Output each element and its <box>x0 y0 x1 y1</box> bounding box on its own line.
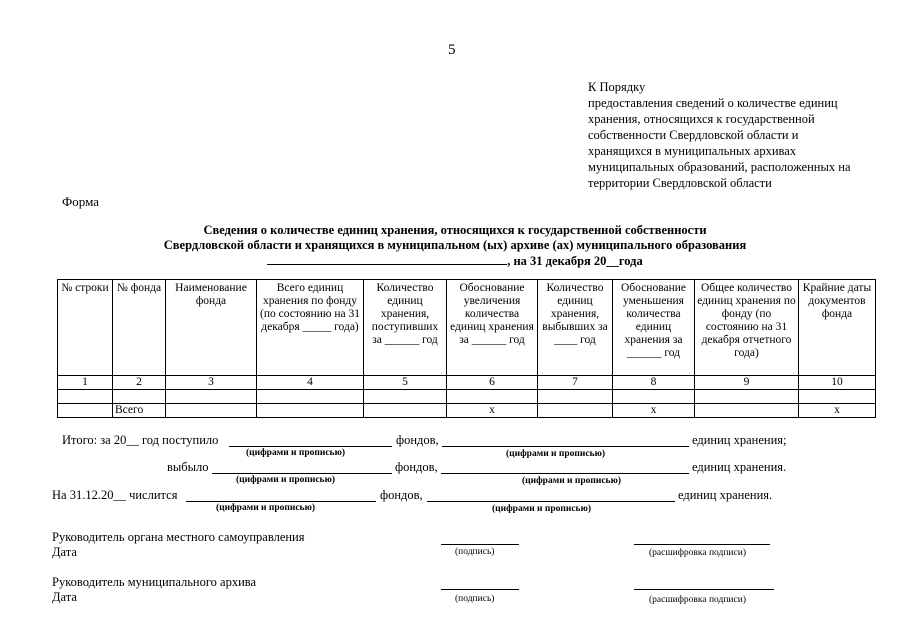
removed-units-blank[interactable] <box>441 473 689 474</box>
decoding-line[interactable] <box>634 544 770 545</box>
table-cell[interactable] <box>58 390 113 404</box>
column-number: 9 <box>695 376 799 390</box>
total-units-blank[interactable] <box>427 501 675 502</box>
appendix-line: хранения, относящихся к государственной <box>588 112 815 126</box>
column-number: 3 <box>166 376 257 390</box>
date-label: Дата <box>52 545 77 559</box>
document-title <box>60 223 850 269</box>
table-cell[interactable] <box>447 390 538 404</box>
header-cell: Крайние даты документов фонда <box>799 280 876 376</box>
decoding-caption: (расшифровка подписи) <box>649 595 746 605</box>
header-cell: № фонда <box>113 280 166 376</box>
column-number-row <box>58 376 876 390</box>
caption: (цифрами и прописью) <box>492 504 592 514</box>
column-number: 4 <box>257 376 364 390</box>
caption: (цифрами и прописью) <box>216 503 316 513</box>
caption: (цифрами и прописью) <box>506 449 606 459</box>
column-number: 2 <box>113 376 166 390</box>
column-number: 5 <box>364 376 447 390</box>
table-cell[interactable] <box>799 390 876 404</box>
caption: (цифрами и прописью) <box>246 448 346 458</box>
table-cell[interactable] <box>364 390 447 404</box>
storage-units-table <box>57 279 876 418</box>
header-cell: Количество единиц хранения, выбывших за ____ год <box>538 280 613 376</box>
signature-caption: (подпись) <box>455 547 495 557</box>
na-date-label: На 31.12.20__ числится <box>52 488 178 502</box>
units-label: единиц хранения. <box>692 460 787 474</box>
vybylo-label: выбыло <box>167 460 209 474</box>
table-cell[interactable] <box>695 390 799 404</box>
header-cell: Всего единиц хранения по фонду (по состоянию на 31 декабря _____ года) <box>257 280 364 376</box>
column-number: 8 <box>613 376 695 390</box>
total-row <box>58 404 876 418</box>
funds-label: фондов, <box>395 460 438 474</box>
form-label: Форма <box>62 194 99 209</box>
page-number: 5 <box>448 42 456 58</box>
header-cell: № строки <box>58 280 113 376</box>
table-cell[interactable] <box>257 404 364 418</box>
column-number: 10 <box>799 376 876 390</box>
removed-funds-blank[interactable] <box>212 473 392 474</box>
signature-caption: (подпись) <box>455 594 495 604</box>
title-line-1: Сведения о количестве единиц хранения, относящихся к государственной собственности <box>203 223 707 237</box>
header-cell: Общее количество единиц хранения по фонду (по состоянию на 31 декабря отчетного года) <box>695 280 799 376</box>
title-line-2: Свердловской области и хранящихся в муниципальном (ых) архиве (ах) муниципального образования <box>163 238 747 252</box>
column-number: 1 <box>58 376 113 390</box>
table-header-row <box>58 280 876 376</box>
header-cell: Обоснование уменьшения количества единиц хранения за ______ год <box>613 280 695 376</box>
signature-line[interactable] <box>441 589 519 590</box>
signature-line[interactable] <box>441 544 519 545</box>
table-cell[interactable] <box>166 390 257 404</box>
funds-label: фондов, <box>380 488 423 502</box>
received-funds-blank[interactable] <box>229 446 392 447</box>
appendix-note <box>588 79 888 191</box>
appendix-line: К Порядку <box>588 80 646 94</box>
x-mark: х <box>799 404 876 418</box>
appendix-line: хранящихся в муниципальных архивах <box>588 144 797 158</box>
title-line-3: , на 31 декабря 20__года <box>60 253 850 269</box>
header-cell: Обоснование увеличения количества единиц хранения за ______ год <box>447 280 538 376</box>
table-cell[interactable] <box>613 390 695 404</box>
funds-label: фондов, <box>396 433 439 447</box>
header-cell: Наименование фонда <box>166 280 257 376</box>
table-cell[interactable] <box>538 390 613 404</box>
column-number: 6 <box>447 376 538 390</box>
caption: (цифрами и прописью) <box>236 475 336 485</box>
table-cell[interactable] <box>113 390 166 404</box>
header-cell: Количество единиц хранения, поступивших за ______ год <box>364 280 447 376</box>
caption: (цифрами и прописью) <box>522 476 622 486</box>
total-funds-blank[interactable] <box>186 501 376 502</box>
appendix-line: собственности Свердловской области и <box>588 128 799 142</box>
head-archive-label: Руководитель муниципального архива <box>52 575 257 589</box>
x-mark: х <box>613 404 695 418</box>
table-cell[interactable] <box>695 404 799 418</box>
table-cell[interactable] <box>257 390 364 404</box>
table-cell <box>58 404 113 418</box>
units-label: единиц хранения; <box>692 433 787 447</box>
table-cell[interactable] <box>166 404 257 418</box>
appendix-line: муниципальных образований, расположенных на <box>588 160 851 174</box>
units-label: единиц хранения. <box>678 488 773 502</box>
decoding-caption: (расшифровка подписи) <box>649 548 746 558</box>
received-units-blank[interactable] <box>442 446 689 447</box>
appendix-line: предоставления сведений о количестве единиц <box>588 96 838 110</box>
itogo-label: Итого: за 20__ год поступило <box>62 433 219 447</box>
table-row <box>58 390 876 404</box>
table-cell[interactable] <box>364 404 447 418</box>
appendix-line: территории Свердловской области <box>588 176 772 190</box>
column-number: 7 <box>538 376 613 390</box>
total-label: Всего <box>113 404 166 418</box>
table-cell[interactable] <box>538 404 613 418</box>
x-mark: х <box>447 404 538 418</box>
date-label: Дата <box>52 590 77 604</box>
head-local-gov-label: Руководитель органа местного самоуправления <box>52 530 305 544</box>
decoding-line[interactable] <box>634 589 774 590</box>
municipality-blank[interactable] <box>267 253 507 265</box>
